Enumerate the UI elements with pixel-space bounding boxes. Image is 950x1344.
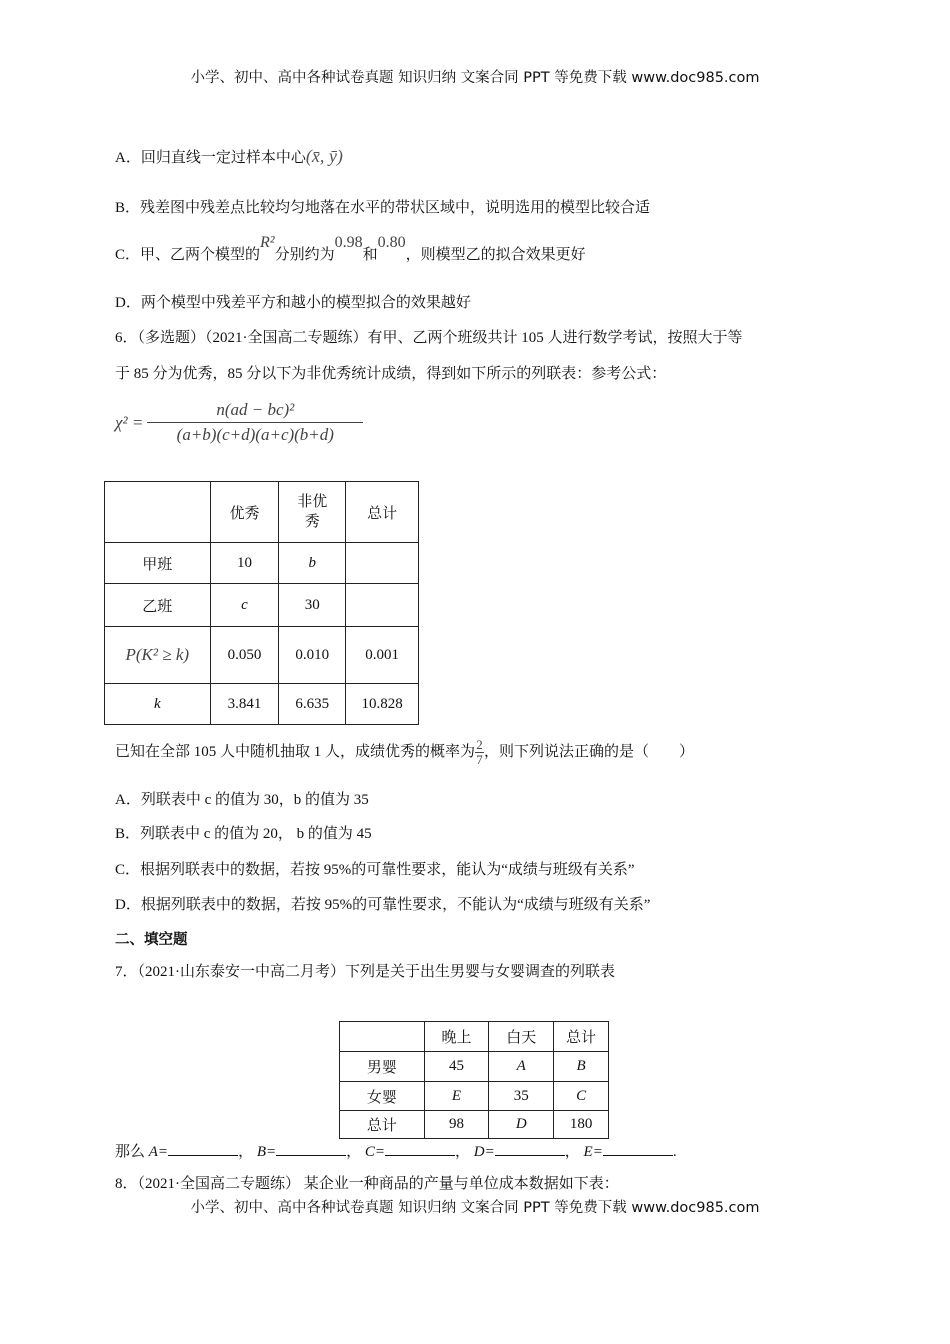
table-cell: A: [489, 1052, 554, 1082]
option-label: B．: [115, 200, 141, 216]
q7-fill-blanks: 那么 A= ， B= ， C= ， D= ， E= .: [115, 1141, 677, 1162]
table-cell: [105, 482, 211, 543]
table-cell: 总计: [554, 1022, 609, 1052]
table-cell: k: [105, 684, 211, 725]
q5-option-a: [115, 146, 343, 168]
table-row: [340, 1052, 609, 1082]
option-label: C．: [115, 247, 141, 263]
section-heading: 二、填空题: [115, 932, 188, 948]
option-text: 两个模型中残差平方和越小的模型拟合的效果越好: [140, 295, 471, 311]
table-cell: 甲班: [105, 543, 211, 584]
value-098: 0.98: [334, 234, 363, 251]
table-cell: 乙班: [105, 584, 211, 627]
table-cell: 白天: [489, 1022, 554, 1052]
table-cell: 男婴: [340, 1052, 425, 1082]
q7-text: 7．（2021·山东泰安一中高二月考）下列是关于出生男婴与女婴调查的列联表: [115, 964, 615, 980]
fraction-bar: [147, 422, 363, 423]
formula-lhs: χ² =: [115, 412, 144, 432]
q5-option-d: [115, 293, 471, 313]
table-cell: 0.001: [346, 627, 419, 684]
table-cell: D: [489, 1111, 554, 1139]
chi-square-formula: [115, 400, 363, 445]
table-cell: 180: [554, 1111, 609, 1139]
q6-option-b: B．列联表中 c 的值为 20， b 的值为 45: [115, 826, 372, 842]
fill-prefix: 那么: [115, 1144, 146, 1160]
table-cell: P(K² ≥ k): [105, 627, 211, 684]
blank-label-a: A=: [148, 1144, 169, 1160]
table-cell: 10: [210, 543, 279, 584]
page-footer: 小学、初中、高中各种试卷真题 知识归纳 文案合同 PPT 等免费下载 www.doc985.com: [190, 1200, 760, 1216]
table-cell: 优秀: [210, 482, 279, 543]
table-cell: B: [554, 1052, 609, 1082]
page-header: 小学、初中、高中各种试卷真题 知识归纳 文案合同 PPT 等免费下载 www.doc985.com: [190, 70, 760, 86]
table-row: [340, 1082, 609, 1111]
table-row: [105, 543, 419, 584]
table-row: [105, 584, 419, 627]
blank-label-d: D=: [473, 1144, 495, 1160]
table-row: [105, 627, 419, 684]
table-cell: 30: [279, 584, 346, 627]
table-cell: 10.828: [346, 684, 419, 725]
table-cell: C: [554, 1082, 609, 1111]
q6-option-a: A．列联表中 c 的值为 30，b 的值为 35: [115, 792, 369, 808]
table-cell: 女婴: [340, 1082, 425, 1111]
option-label: A．: [115, 150, 141, 166]
table-cell: 3.841: [210, 684, 279, 725]
table-cell: 6.635: [279, 684, 346, 725]
table-cell: 晚上: [424, 1022, 489, 1052]
table-header-row: [105, 482, 419, 543]
table-cell: c: [210, 584, 279, 627]
option-text: 残差图中残差点比较均匀地落在水平的带状区域中，说明选用的模型比较合适: [140, 200, 651, 216]
q5-option-b: [115, 198, 650, 218]
table-cell: 35: [489, 1082, 554, 1111]
r-squared-math: R²: [260, 234, 275, 251]
option-text: 回归直线一定过样本中心: [140, 150, 306, 166]
table-cell: 98: [424, 1111, 489, 1139]
table-cell: 非优秀: [279, 482, 346, 543]
table-cell: b: [279, 543, 346, 584]
q8-text: 8．（2021·全国高二专题练） 某企业一种商品的产量与单位成本数据如下表：: [115, 1176, 619, 1192]
table-cell: [346, 584, 419, 627]
q6-option-d: D．根据列联表中的数据，若按 95%的可靠性要求，不能认为“成绩与班级有关系”: [115, 897, 651, 913]
table-cell: 总计: [346, 482, 419, 543]
q6-option-c: C．根据列联表中的数据，若按 95%的可靠性要求，能认为“成绩与班级有关系”: [115, 862, 635, 878]
q5-option-c: [115, 234, 586, 265]
answer-blank-b[interactable]: [276, 1141, 346, 1156]
fraction-2-7: $\frac{2}{7}$: [476, 737, 483, 768]
table-cell: [340, 1022, 425, 1052]
prompt-text: 已知在全部 105 人中随机抽取 1 人，成绩优秀的概率为: [115, 744, 476, 760]
q6-prompt: [115, 737, 694, 767]
table-cell: 总计: [340, 1111, 425, 1139]
option-label: D．: [115, 295, 141, 311]
q6-text-line1: 6．（多选题）（2021·全国高二专题练）有甲、乙两个班级共计 105 人进行数学考试，按照大于等: [115, 330, 743, 346]
table-cell: 45: [424, 1052, 489, 1082]
table-cell: 0.010: [279, 627, 346, 684]
value-080: 0.80: [377, 234, 406, 251]
answer-blank-d[interactable]: [495, 1141, 565, 1156]
blank-label-c: C=: [364, 1144, 386, 1160]
q6-contingency-table: [104, 481, 419, 725]
q6-text-line2: 于 85 分为优秀，85 分以下为非优秀统计成绩，得到如下所示的列联表：参考公式：: [115, 366, 667, 382]
answer-blank-a[interactable]: [168, 1141, 238, 1156]
table-header-row: [340, 1022, 609, 1052]
answer-blank-c[interactable]: [385, 1141, 455, 1156]
blank-label-b: B=: [256, 1144, 277, 1160]
table-row: [105, 684, 419, 725]
option-text: 分别约为: [274, 247, 335, 263]
sample-center-math: (x̄, ȳ): [305, 146, 343, 166]
option-text: ，则模型乙的拟合效果更好: [405, 247, 586, 263]
option-text: 甲、乙两个模型的: [140, 247, 261, 263]
formula-numerator: n(ad − bc)²: [216, 400, 295, 419]
q7-contingency-table: [339, 1021, 609, 1139]
answer-blank-e[interactable]: [603, 1141, 673, 1156]
table-cell: 0.050: [210, 627, 279, 684]
blank-label-e: E=: [583, 1144, 603, 1160]
formula-denominator: (a+b)(c+d)(a+c)(b+d): [176, 425, 334, 444]
table-cell: [346, 543, 419, 584]
option-text: 和: [362, 247, 378, 263]
prompt-text: ，则下列说法正确的是（ ）: [484, 744, 695, 760]
table-row: [340, 1111, 609, 1139]
table-cell: E: [424, 1082, 489, 1111]
